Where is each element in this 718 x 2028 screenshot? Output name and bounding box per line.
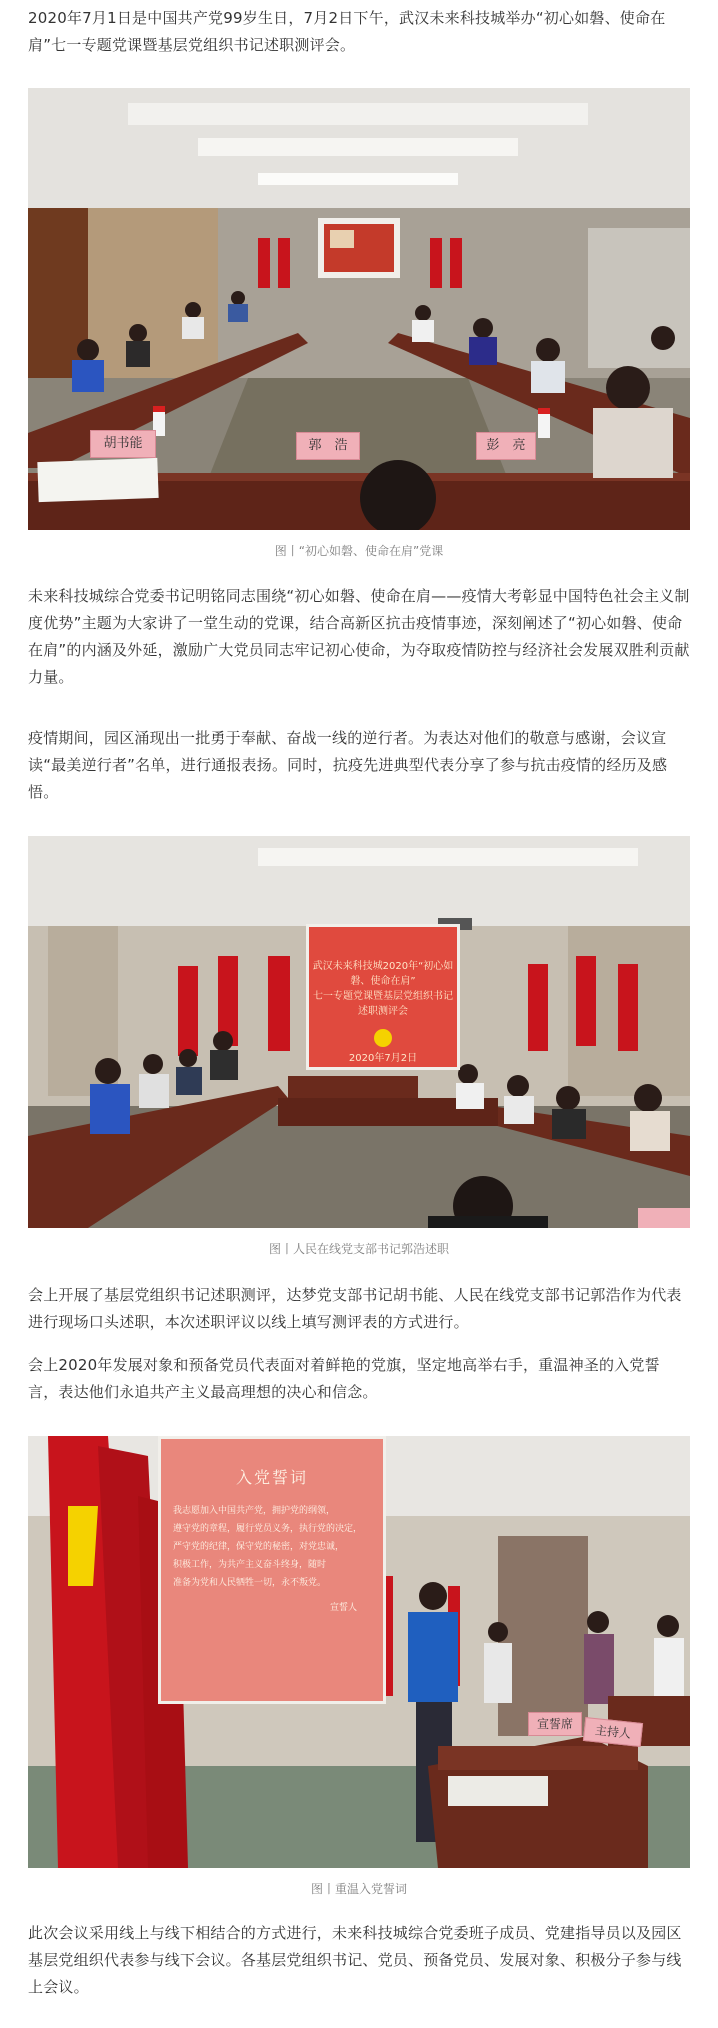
plate-oath-seat: 宣誓席 [528,1712,582,1736]
format-paragraph: 此次会议采用线上与线下相结合的方式进行，未来科技城综合党委班子成员、党建指导员以及园区基层党组织代表参与线下会议。各基层党组织书记、党员、预备党员、发展对象、积极分子参与线上会议。 [28,1924,682,1996]
frontline-paragraph: 疫情期间，园区涌现出一批勇于奉献、奋战一线的逆行者。为表达对他们的敬意与感谢，会议宣读“最美逆行者”名单，进行通报表扬。同时，抗疫先进典型代表分享了参与抗击疫情的经历及感悟。 [28,729,668,801]
party-lecture-illustration [28,88,690,530]
caption-party-lecture: 图丨“初心如磐、使命在肩”党课 [274,544,444,558]
oath-screen-line-1: 我志愿加入中国共产党，拥护党的纲领， [173,1506,336,1516]
photo-guo-hao-report [28,836,690,1228]
nameplate-guo-hao: 郭 浩 [296,432,360,460]
intro-paragraph: 2020年7月1日是中国共产党99岁生日，7月2日下午，武汉未来科技城举办“初心如磐、使命在肩”七一专题党课暨基层党组织书记述职测评会。 [28,9,666,54]
oath-screen-title: 入党誓词 [235,1468,308,1487]
party-emblem-icon [374,1029,392,1047]
projection-screen [306,924,460,1070]
oath-screen [158,1436,386,1704]
nameplate-peng-liang: 彭 亮 [476,432,536,460]
slide-line-1: 武汉未来科技城2020年“初心如磐、使命在肩” [312,961,454,987]
photo-party-lecture [28,88,690,530]
oath-screen-line-2: 遵守党的章程，履行党员义务，执行党的决定， [173,1524,363,1534]
oath-screen-line-5: 准备为党和人民牺牲一切，永不叛党。 [173,1578,327,1588]
oath-paragraph: 会上2020年发展对象和预备党员代表面对着鲜艳的党旗，坚定地高举右手，重温神圣的入党誓言，表达他们永追共产主义最高理想的决心和信念。 [28,1356,660,1401]
oath-screen-sign: 宣誓人 [329,1603,357,1613]
nameplate-hu-shuneng: 胡书能 [90,430,156,458]
plate-host: 主持人 [583,1717,643,1747]
oath-screen-line-4: 积极工作，为共产主义奋斗终身，随时 [173,1560,327,1570]
caption-party-oath: 图丨重温入党誓词 [310,1882,407,1896]
photo-party-oath [28,1436,690,1868]
slide-line-2: 七一专题党课暨基层党组织书记述职测评会 [313,991,453,1017]
caption-guo-hao-report: 图丨人民在线党支部书记郭浩述职 [268,1242,449,1256]
slide-date: 2020年7月2日 [348,1053,418,1064]
lecture-paragraph: 未来科技城综合党委书记明铭同志围绕“初心如磐、使命在肩——疫情大考彰显中国特色社会主义制度优势”主题为大家讲了一堂生动的党课，结合高新区抗击疫情事迹，深刻阐述了“初心如磐、使命在肩”的内涵及外延，激励广大党员同志牢记初心使命，为夺取疫情防控与经济社会发展双胜利贡献力量。 [28,587,690,686]
report-paragraph: 会上开展了基层党组织书记述职测评，达梦党支部书记胡书能、人民在线党支部书记郭浩作为代表进行现场口头述职，本次述职评议以线上填写测评表的方式进行。 [28,1286,682,1331]
oath-screen-line-3: 严守党的纪律，保守党的秘密，对党忠诚， [173,1542,345,1552]
